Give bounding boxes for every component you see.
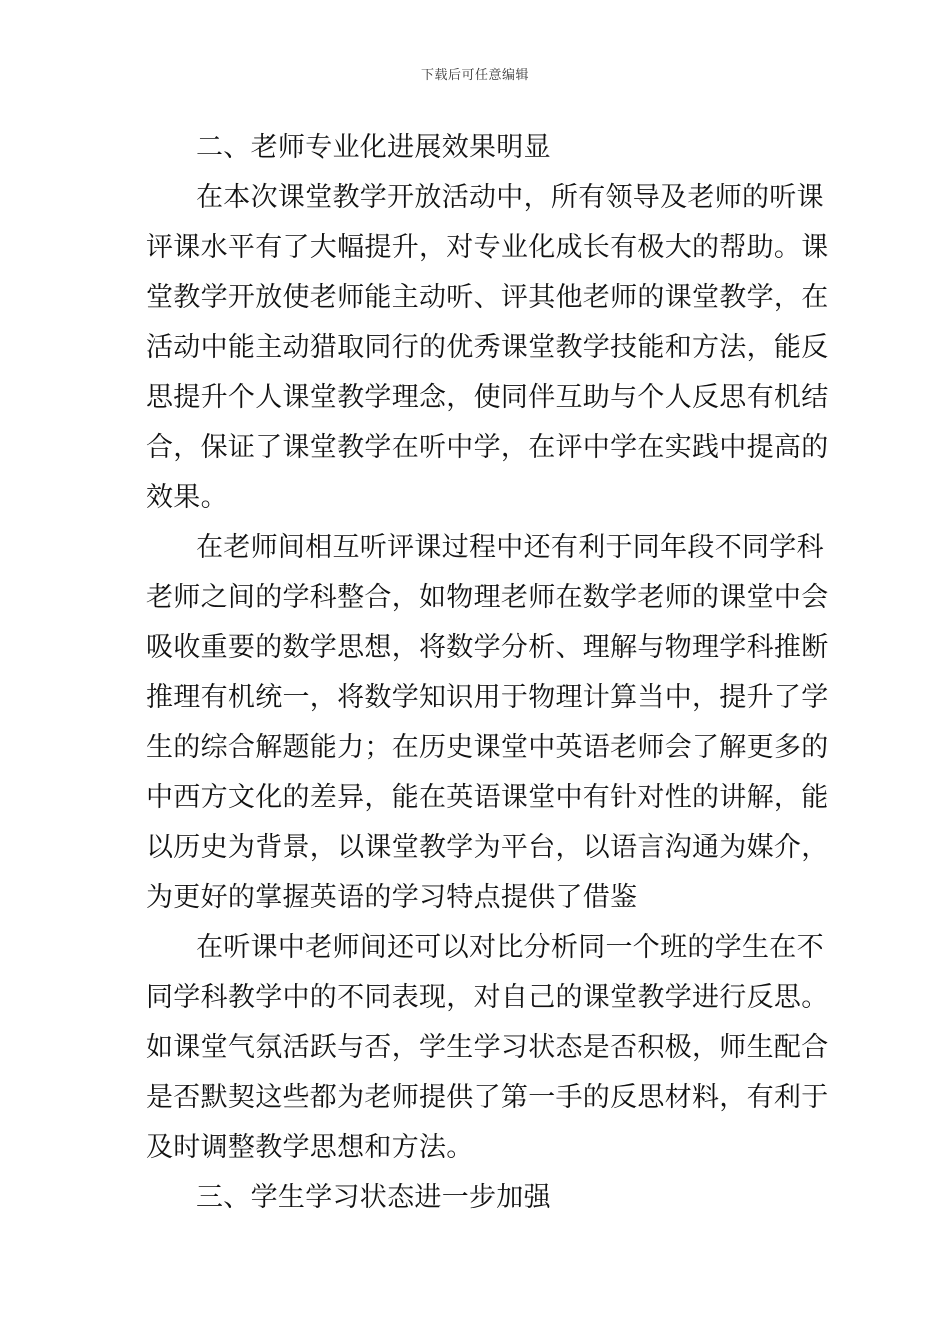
paragraph-line: 老师之间的学科整合，如物理老师在数学老师的课堂中会 bbox=[146, 582, 829, 613]
paragraph-line: 活动中能主动猎取同行的优秀课堂教学技能和方法，能反 bbox=[146, 332, 829, 363]
header-note: 下载后可任意编辑 bbox=[420, 68, 529, 83]
paragraph-line: 如课堂气氛活跃与否，学生学习状态是否积极，师生配合 bbox=[146, 1032, 829, 1063]
paragraph-line: 效果。 bbox=[146, 482, 228, 513]
paragraph-line: 以历史为背景，以课堂教学为平台，以语言沟通为媒介， bbox=[146, 832, 829, 863]
paragraph-line: 思提升个人课堂教学理念，使同伴互助与个人反思有机结 bbox=[146, 382, 829, 413]
paragraph-line: 堂教学开放使老师能主动听、评其他老师的课堂教学，在 bbox=[146, 282, 829, 313]
paragraph-line: 合，保证了课堂教学在听中学，在评中学在实践中提高的 bbox=[146, 432, 829, 463]
paragraph-line: 吸收重要的数学思想，将数学分析、理解与物理学科推断 bbox=[146, 632, 829, 663]
paragraph-line: 在听课中老师间还可以对比分析同一个班的学生在不 bbox=[196, 932, 824, 963]
paragraph-line: 为更好的掌握英语的学习特点提供了借鉴 bbox=[146, 882, 638, 913]
paragraph-line: 中西方文化的差异，能在英语课堂中有针对性的讲解，能 bbox=[146, 782, 829, 813]
paragraph-line: 生的综合解题能力；在历史课堂中英语老师会了解更多的 bbox=[146, 732, 829, 763]
paragraph-line: 同学科教学中的不同表现，对自己的课堂教学进行反思。 bbox=[146, 982, 829, 1013]
paragraph-line: 评课水平有了大幅提升，对专业化成长有极大的帮助。课 bbox=[146, 232, 829, 263]
section-heading: 二、老师专业化进展效果明显 bbox=[196, 132, 551, 163]
paragraph-line: 及时调整教学思想和方法。 bbox=[146, 1132, 474, 1163]
section-heading: 三、学生学习状态进一步加强 bbox=[196, 1182, 551, 1213]
paragraph-line: 推理有机统一，将数学知识用于物理计算当中，提升了学 bbox=[146, 682, 829, 713]
paragraph-line: 在老师间相互听评课过程中还有利于同年段不同学科 bbox=[196, 532, 824, 563]
paragraph-line: 是否默契这些都为老师提供了第一手的反思材料，有利于 bbox=[146, 1082, 829, 1113]
paragraph-line: 在本次课堂教学开放活动中，所有领导及老师的听课 bbox=[196, 182, 824, 213]
